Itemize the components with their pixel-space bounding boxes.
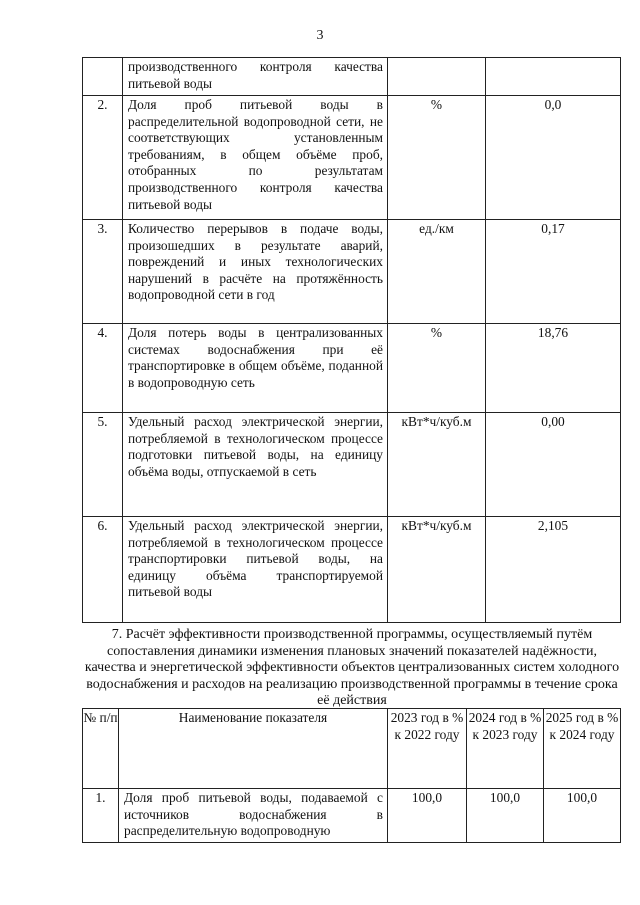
row-number: 5.: [83, 413, 123, 517]
value-2025: 100,0: [544, 789, 621, 843]
value-cell: 18,76: [486, 324, 621, 413]
indicator-name: Доля проб питьевой воды, подаваемой с источников водоснабжения в распределительную водопроводную: [119, 789, 388, 843]
indicators-table: [82, 57, 621, 623]
unit-cell: %: [388, 96, 486, 220]
table-row: [83, 220, 621, 324]
value-cell: [486, 58, 621, 96]
table-row: [83, 58, 621, 96]
indicator-description: Удельный расход электрической энергии, потребляемой в технологическом процессе транспортировки питьевой воды, на единицу объёма транспортируемой питьевой воды: [123, 517, 388, 623]
unit-cell: ед./км: [388, 220, 486, 324]
value-cell: 0,17: [486, 220, 621, 324]
unit-cell: кВт*ч/куб.м: [388, 413, 486, 517]
unit-cell: [388, 58, 486, 96]
efficiency-table: [82, 708, 621, 843]
page-number: 3: [316, 28, 324, 43]
row-number: 3.: [83, 220, 123, 324]
row-number: [83, 58, 123, 96]
indicator-description: производственного контроля качества питьевой воды: [123, 58, 388, 96]
table-row: [83, 517, 621, 623]
table-row: [83, 413, 621, 517]
indicator-description: Доля потерь воды в централизованных системах водоснабжения при её транспортировке в общем объёме, поданной в водопроводную сеть: [123, 324, 388, 413]
unit-cell: кВт*ч/куб.м: [388, 517, 486, 623]
value-cell: 0,0: [486, 96, 621, 220]
section-title: 7. Расчёт эффективности производственной программы, осуществляемый путём сопоставления динамики изменения плановых значений показателей надёжности, качества и энергетической эффективности объектов централизованных систем холодного водоснабжения и расходов на реализацию производственной программы в течение срока её действия: [84, 627, 620, 709]
header-2023: 2023 год в % к 2022 году: [388, 709, 467, 789]
row-number: 4.: [83, 324, 123, 413]
unit-cell: %: [388, 324, 486, 413]
row-number: 1.: [83, 789, 119, 843]
value-2024: 100,0: [467, 789, 544, 843]
row-number: 6.: [83, 517, 123, 623]
table-row: [83, 324, 621, 413]
indicator-description: Количество перерывов в подаче воды, произошедших в результате аварий, повреждений и иных технологических нарушений в расчёте на протяжённость водопроводной сети в год: [123, 220, 388, 324]
value-cell: 0,00: [486, 413, 621, 517]
value-2023: 100,0: [388, 789, 467, 843]
header-2024: 2024 год в % к 2023 году: [467, 709, 544, 789]
header-name: Наименование показателя: [119, 709, 388, 789]
table-row: [83, 789, 621, 843]
header-2025: 2025 год в % к 2024 году: [544, 709, 621, 789]
value-cell: 2,105: [486, 517, 621, 623]
row-number: 2.: [83, 96, 123, 220]
indicator-description: Доля проб питьевой воды в распределительной водопроводной сети, не соответствующих установленным требованиям, в общем объёме проб, отобранных по результатам производственного контроля качества питьевой воды: [123, 96, 388, 220]
indicator-description: Удельный расход электрической энергии, потребляемой в технологическом процессе подготовки питьевой воды, на единицу объёма воды, отпускаемой в сеть: [123, 413, 388, 517]
table-row: [83, 96, 621, 220]
header-num: № п/п: [83, 709, 119, 789]
table-header-row: [83, 709, 621, 789]
